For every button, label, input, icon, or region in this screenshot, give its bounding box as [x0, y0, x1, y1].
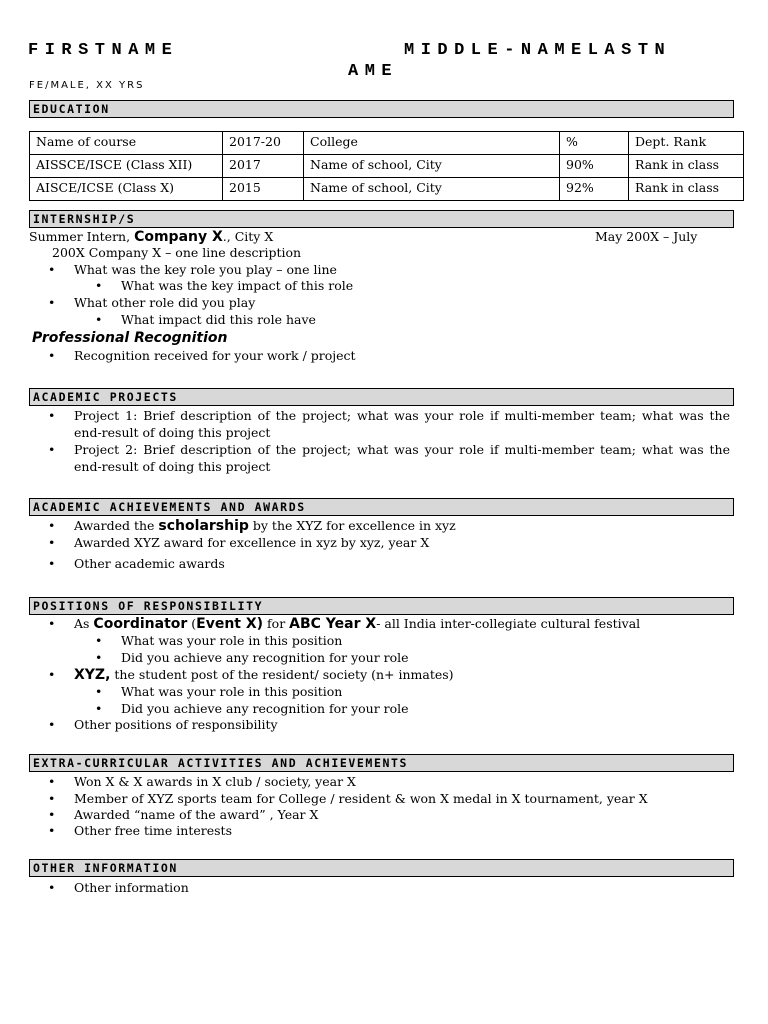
list-item-text: Won X & X awards in X club / society, year X — [74, 774, 356, 789]
table-cell: AISCE/ICSE (Class X) — [30, 178, 223, 201]
section-positions: POSITIONS OF RESPONSIBILITY — [29, 597, 734, 615]
list-item-text: XYZ, the student post of the resident/ society (n+ inmates) — [74, 667, 454, 683]
table-row — [30, 155, 744, 178]
list-item-text: As Coordinator (Event X) for ABC Year X- all India inter-collegiate cultural festival — [74, 616, 641, 632]
bullet: • — [95, 650, 103, 665]
list-item-text: Awarded “name of the award” , Year X — [74, 807, 319, 822]
bullet: • — [95, 684, 103, 699]
bullet: • — [48, 348, 56, 363]
list-item-text: Member of XYZ sports team for College / resident & won X medal in X tournament, year X — [74, 791, 648, 806]
list-item-text: What was the key role you play – one line — [74, 262, 337, 277]
section-academic-projects: ACADEMIC PROJECTS — [29, 388, 734, 406]
list-item-text: Other information — [74, 880, 189, 895]
table-cell: Name of school, City — [304, 155, 560, 178]
bullet: • — [95, 633, 103, 648]
section-other-information: OTHER INFORMATION — [29, 859, 734, 877]
list-item-text: Recognition received for your work / project — [74, 348, 356, 363]
bullet: • — [48, 295, 56, 310]
table-cell: College — [304, 132, 560, 155]
internship-dates: May 200X – July — [595, 229, 698, 244]
internship-company: Company X — [134, 229, 223, 245]
list-item-text: Other academic awards — [74, 556, 225, 571]
bullet: • — [95, 312, 103, 327]
professional-recognition-heading: Professional Recognition — [32, 330, 228, 346]
bullet: • — [48, 717, 56, 732]
internship-title — [29, 229, 273, 245]
table-row — [30, 178, 744, 201]
bullet: • — [48, 880, 56, 895]
table-cell: Name of course — [30, 132, 223, 155]
table-cell: Name of school, City — [304, 178, 560, 201]
table-cell: Rank in class — [629, 155, 744, 178]
list-item-text: What was the key impact of this role — [121, 278, 354, 293]
list-item-text: Other positions of responsibility — [74, 717, 278, 732]
bullet: • — [48, 616, 56, 631]
table-cell: 2017 — [223, 155, 304, 178]
section-education: EDUCATION — [29, 100, 734, 118]
table-row — [30, 132, 744, 155]
section-internship: INTERNSHIP/S — [29, 210, 734, 228]
table-cell: 2017-20 — [223, 132, 304, 155]
table-cell: Rank in class — [629, 178, 744, 201]
education-table — [29, 131, 744, 201]
bullet: • — [48, 556, 56, 571]
list-item-text: What was your role in this position — [121, 633, 343, 648]
internship-suffix: ., City X — [222, 229, 274, 244]
list-item-text: Other free time interests — [74, 823, 232, 838]
internship-prefix: Summer Intern, — [29, 229, 135, 244]
middle-last-name-line1: MIDDLE-NAMELASTN — [404, 41, 672, 60]
bullet: • — [48, 791, 56, 806]
project-item: Project 2: Brief description of the project; what was your role if multi-member team; what was the end-result of doing this project — [74, 442, 730, 474]
list-item-text: Did you achieve any recognition for your role — [121, 650, 409, 665]
table-cell: AISSCE/ISCE (Class XII) — [30, 155, 223, 178]
list-item-text: Did you achieve any recognition for your role — [121, 701, 409, 716]
list-item-text: What was your role in this position — [121, 684, 343, 699]
bullet: • — [95, 278, 103, 293]
middle-last-name-line2: AME — [348, 62, 399, 81]
bullet: • — [48, 667, 56, 682]
table-cell: 90% — [560, 155, 629, 178]
internship-description: 200X Company X – one line description — [52, 245, 302, 260]
gender-age: FE/MALE, XX YRS — [29, 80, 145, 91]
table-cell: % — [560, 132, 629, 155]
first-name: FIRSTNAME — [28, 41, 179, 60]
bullet: • — [48, 518, 56, 533]
bullet: • — [48, 823, 56, 838]
list-item-text: Awarded XYZ award for excellence in xyz by xyz, year X — [74, 535, 430, 550]
project-item: Project 1: Brief description of the project; what was your role if multi-member team; what was the end-result of doing this project — [74, 408, 730, 440]
table-cell: 92% — [560, 178, 629, 201]
table-cell: Dept. Rank — [629, 132, 744, 155]
bullet: • — [48, 262, 56, 277]
section-achievements: ACADEMIC ACHIEVEMENTS AND AWARDS — [29, 498, 734, 516]
bullet: • — [48, 774, 56, 789]
table-cell: 2015 — [223, 178, 304, 201]
list-item-text: What other role did you play — [74, 295, 256, 310]
section-extracurricular: EXTRA-CURRICULAR ACTIVITIES AND ACHIEVEMENTS — [29, 754, 734, 772]
bullet: • — [48, 807, 56, 822]
list-item-text: What impact did this role have — [121, 312, 316, 327]
list-item-text: Awarded the scholarship by the XYZ for excellence in xyz — [74, 518, 456, 534]
bullet: • — [95, 701, 103, 716]
bullet: • — [48, 535, 56, 550]
